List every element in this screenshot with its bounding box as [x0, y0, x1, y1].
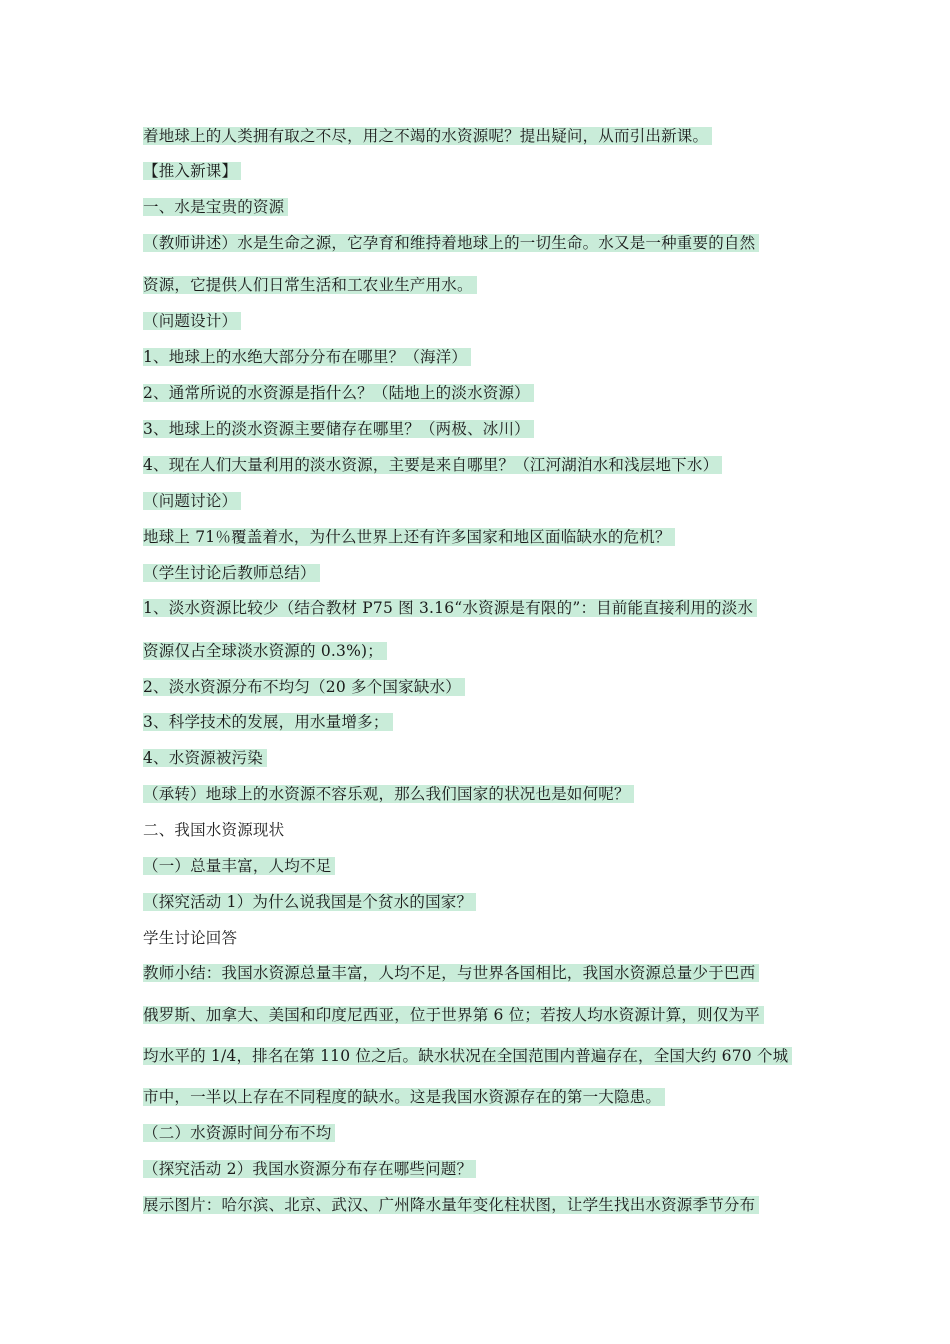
paragraph-line: [143, 711, 393, 733]
line-text: （探究活动 1）为什么说我国是个贫水的国家？: [143, 893, 476, 911]
paragraph-line: [143, 418, 534, 440]
paragraph-line: [143, 676, 465, 698]
paragraph-line: [143, 597, 757, 619]
paragraph-line: [143, 382, 534, 404]
paragraph-line: [143, 1086, 665, 1108]
line-text: 4、现在人们大量利用的淡水资源，主要是来自哪里？（江河湖泊水和浅层地下水）: [143, 456, 722, 474]
paragraph-line: [143, 640, 387, 662]
paragraph-line: [143, 1122, 335, 1144]
line-text: 3、科学技术的发展，用水量增多；: [143, 713, 393, 731]
line-text: （探究活动 2）我国水资源分布存在哪些问题？: [143, 1160, 476, 1178]
paragraph-line: [143, 562, 320, 584]
line-text: 二、我国水资源现状: [143, 821, 285, 839]
paragraph-line: [143, 526, 675, 548]
line-text: （问题设计）: [143, 312, 241, 330]
line-text: 4、水资源被污染: [143, 749, 267, 767]
paragraph-line: [143, 783, 634, 805]
line-text: （教师讲述）水是生命之源，它孕育和维持着地球上的一切生命。水又是一种重要的自然: [143, 234, 759, 252]
paragraph-line: [143, 1004, 764, 1026]
line-text: 资源仅占全球淡水资源的 0.3%)；: [143, 642, 387, 660]
paragraph-line: [143, 962, 759, 984]
paragraph-line: [143, 1194, 759, 1216]
paragraph-line: [143, 1158, 476, 1180]
line-text: 均水平的 1/4，排名在第 110 位之后。缺水状况在全国范围内普遍存在，全国大约 670 个城: [143, 1047, 792, 1065]
line-text: （二）水资源时间分布不均: [143, 1124, 335, 1142]
paragraph-line: [143, 891, 476, 913]
paragraph-line: [143, 1045, 792, 1067]
paragraph-line: [143, 747, 267, 769]
line-text: 2、淡水资源分布不均匀（20 多个国家缺水）: [143, 678, 465, 696]
line-text: 教师小结：我国水资源总量丰富，人均不足，与世界各国相比，我国水资源总量少于巴西: [143, 964, 759, 982]
line-text: 学生讨论回答: [143, 929, 238, 947]
paragraph-line: [143, 346, 471, 368]
line-text: 俄罗斯、加拿大、美国和印度尼西亚，位于世界第 6 位；若按人均水资源计算，则仅为平: [143, 1006, 764, 1024]
line-text: 资源，它提供人们日常生活和工农业生产用水。: [143, 276, 477, 294]
line-text: （问题讨论）: [143, 492, 241, 510]
paragraph-line: [143, 927, 237, 949]
paragraph-line: [143, 160, 241, 182]
line-text: 1、淡水资源比较少（结合教材 P75 图 3.16“水资源是有限的”：目前能直接利用的淡水: [143, 599, 757, 617]
paragraph-line: [143, 490, 241, 512]
line-text: 【推入新课】: [143, 162, 241, 180]
paragraph-line: [143, 310, 241, 332]
paragraph-line: [143, 819, 284, 841]
line-text: 市中，一半以上存在不同程度的缺水。这是我国水资源存在的第一大隐患。: [143, 1088, 665, 1106]
line-text: 着地球上的人类拥有取之不尽，用之不竭的水资源呢？提出疑问，从而引出新课。: [143, 127, 712, 145]
line-text: 3、地球上的淡水资源主要储存在哪里？（两极、冰川）: [143, 420, 534, 438]
paragraph-line: [143, 196, 288, 218]
paragraph-line: [143, 454, 722, 476]
line-text: 展示图片：哈尔滨、北京、武汉、广州降水量年变化柱状图，让学生找出水资源季节分布: [143, 1196, 759, 1214]
paragraph-line: [143, 232, 759, 254]
line-text: 2、通常所说的水资源是指什么？（陆地上的淡水资源）: [143, 384, 534, 402]
paragraph-line: [143, 274, 477, 296]
line-text: （承转）地球上的水资源不容乐观，那么我们国家的状况也是如何呢？: [143, 785, 634, 803]
line-text: （学生讨论后教师总结）: [143, 564, 320, 582]
paragraph-line: [143, 125, 712, 147]
line-text: （一）总量丰富，人均不足: [143, 857, 335, 875]
line-text: 1、地球上的水绝大部分分布在哪里？（海洋）: [143, 348, 471, 366]
line-text: 一、水是宝贵的资源: [143, 198, 288, 216]
line-text: 地球上 71％覆盖着水，为什么世界上还有许多国家和地区面临缺水的危机？: [143, 528, 675, 546]
paragraph-line: [143, 855, 335, 877]
